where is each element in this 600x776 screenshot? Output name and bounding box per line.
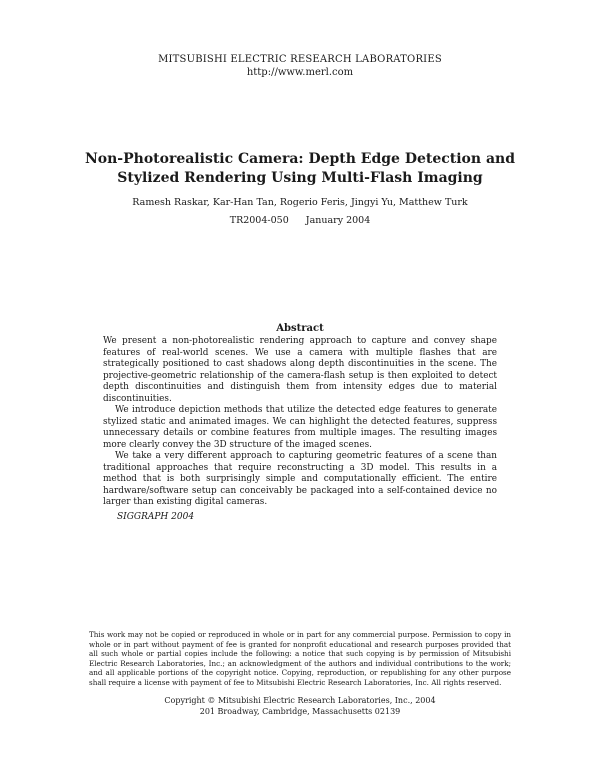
organization-url[interactable]: http://www.merl.com <box>246 67 354 78</box>
report-info <box>0 215 600 226</box>
abstract-paragraph: We take a very different approach to capturing geometric features of a scene than traditional approaches that require reconstructing a 3D model. This results in a method that is both surprisingly simple and computationally efficient. The entire hardware/software setup can conceivably be packaged into a self-contained device no larger than existing digital cameras. <box>103 451 497 507</box>
abstract-heading: Abstract <box>276 323 324 334</box>
copyright-notice: This work may not be copied or reproduced in whole or in part for any commercial purpose. Permission to copy in whole or in part without payment of fee is granted for nonprofit educational and research purposes provided that all such whole or partial copies include the following: a notice that such copying is by permission of Mitsubishi Electric Research Laboratories, Inc.; an acknowledgment of the authors and individual contributions to the work; and all applicable portions of the copyright notice. Copying, reproduction, or republishing for any other purpose shall require a license with payment of fee to Mitsubishi Electric Research Laboratories, Inc. All rights reserved. <box>89 630 511 687</box>
organization-header: MITSUBISHI ELECTRIC RESEARCH LABORATORIES <box>158 54 442 65</box>
abstract-paragraph: We introduce depiction methods that utilize the detected edge features to generate stylized static and animated images. We can highlight the detected features, suppress unnecessary details or combine features from multiple images. The resulting images more clearly convey the 3D structure of the imaged scenes. <box>103 405 497 450</box>
abstract-paragraph: We present a non-photorealistic rendering approach to capture and convey shape features of real-world scenes. We use a camera with multiple flashes that are strategically positioned to cast shadows along depth discontinuities in the scene. The projective-geometric relationship of the camera-flash setup is then exploited to detect depth discontinuities and distinguish them from intensity edges due to material discontinuities. <box>103 336 497 404</box>
report-number: TR2004-050 <box>229 215 289 226</box>
report-date: January 2004 <box>305 215 371 226</box>
abstract-body <box>103 336 497 509</box>
venue-label: SIGGRAPH 2004 <box>117 512 195 522</box>
paper-authors: Ramesh Raskar, Kar-Han Tan, Rogerio Feris, Jingyi Yu, Matthew Turk <box>132 197 468 208</box>
copyright-line: Copyright © Mitsubishi Electric Research Laboratories, Inc., 2004 <box>164 696 436 705</box>
address-line: 201 Broadway, Cambridge, Massachusetts 02139 <box>199 707 401 716</box>
paper-title: Non-Photorealistic Camera: Depth Edge Detection and Stylized Rendering Using Multi-Flash Imaging <box>84 151 515 186</box>
